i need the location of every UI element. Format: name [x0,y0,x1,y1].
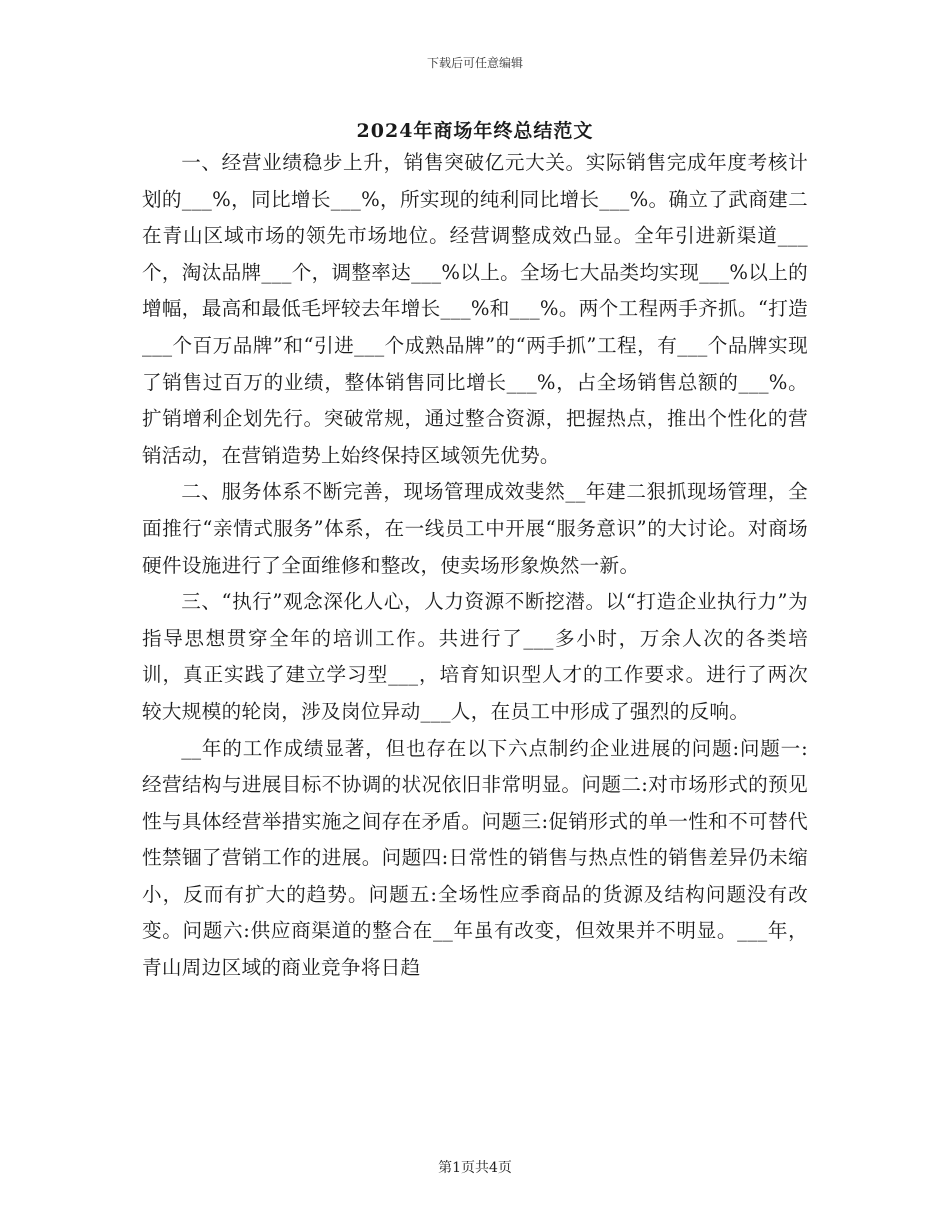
paragraph-service-system: 二、服务体系不断完善，现场管理成效斐然__年建二狠抓现场管理，全面推行“亲情式服务”体系，在一线员工中开展“服务意识”的大讨论。对商场硬件设施进行了全面维修和整改，使卖场形象焕然一新。 [142,480,808,577]
page-header-note: 下载后可任意编辑 [426,56,523,70]
paragraph-problems: __年的工作成绩显著，但也存在以下六点制约企业进展的问题:问题一:经营结构与进展目标不协调的状况依旧非常明显。问题二:对市场形式的预见性与具体经营举措实施之间存在矛盾。问题三:促销形式的单一性和不可替代性禁锢了营销工作的进展。问题四:日常性的销售与热点性的销售差异仍未缩小，反而有扩大的趋势。问题五:全场性应季商品的货源及结构问题没有改变。问题六:供应商渠道的整合在__年虽有改变，但效果并不明显。___年，青山周边区域的商业竞争将日趋 [142,736,808,980]
page-number: 第1页共4页 [438,1160,512,1176]
paragraph-human-resources: 三、“执行”观念深化人心，人力资源不断挖潜。以“打造企业执行力”为指导思想贯穿全年的培训工作。共进行了___多小时，万余人次的各类培训，真正实践了建立学习型___，培育知识型人才的工作要求。进行了两次较大规模的轮岗，涉及岗位异动___人，在员工中形成了强烈的反响。 [142,590,808,723]
document-body [142,145,808,987]
document-title: 2024年商场年终总结范文 [356,120,594,142]
paragraph-business-performance: 一、经营业绩稳步上升，销售突破亿元大关。实际销售完成年度考核计划的___%，同比增长___%，所实现的纯利同比增长___%。确立了武商建二在青山区域市场的领先市场地位。经营调整成效凸显。全年引进新渠道___个，淘汰品牌___个，调整率达___%以上。全场七大品类均实现___%以上的增幅，最高和最低毛坪较去年增长___%和___%。两个工程两手齐抓。“打造___个百万品牌”和“引进___个成熟品牌”的“两手抓”工程，有___个品牌实现了销售过百万的业绩，整体销售同比增长___%，占全场销售总额的___%。扩销增利企划先行。突破常规，通过整合资源，把握热点，推出个性化的营销活动，在营销造势上始终保持区域领先优势。 [142,151,808,467]
